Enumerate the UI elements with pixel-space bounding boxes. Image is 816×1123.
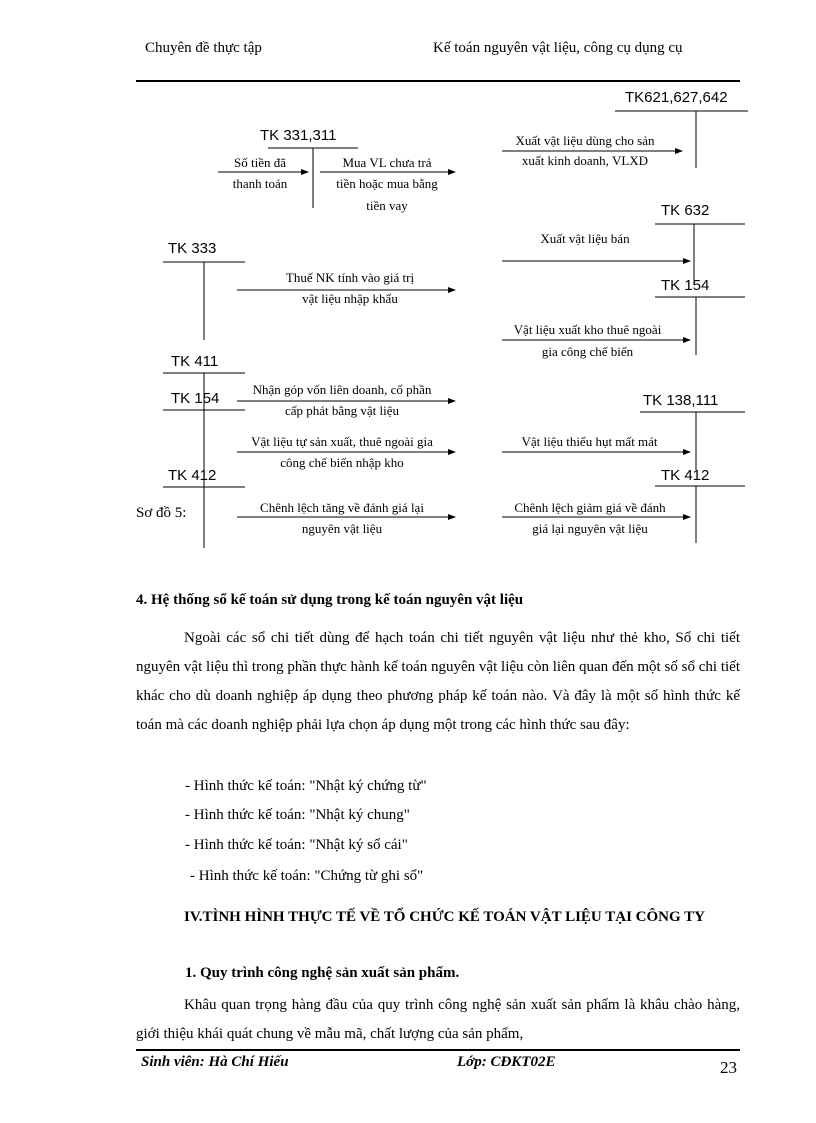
footer-student: Sinh viên: Hà Chí Hiếu bbox=[141, 1054, 289, 1070]
label-reval-down-2: giá lại nguyên vật liệu bbox=[532, 521, 648, 536]
account-tk412-left: TK 412 bbox=[168, 467, 217, 484]
list-item-4: - Hình thức kế toán: "Chứng từ ghi sổ" bbox=[190, 868, 424, 884]
account-tk632: TK 632 bbox=[661, 202, 710, 219]
label-import-tax-1: Thuế NK tính vào giá trị bbox=[285, 270, 415, 285]
account-tk138: TK 138,111 bbox=[643, 392, 719, 409]
account-tk621: TK621,627,642 bbox=[625, 89, 728, 106]
header-right: Kế toán nguyên vật liệu, công cụ dụng cụ bbox=[433, 40, 683, 56]
account-tk154-right: TK 154 bbox=[661, 277, 710, 294]
label-export-prod-2: xuất kinh doanh, VLXD bbox=[521, 153, 649, 168]
section-iv-paragraph: Khâu quan trọng hàng đầu của quy trình công nghệ sản xuất sản phẩm là khâu chào hàng, giới thiệu khái quát chung về mẫu mã, chất lượng của sản phẩm, bbox=[136, 997, 740, 1042]
section4-paragraph: Ngoài các sổ chi tiết dùng để hạch toán chi tiết nguyên vật liệu như thẻ kho, Sổ chi tiết nguyên vật liệu thì trong phần thực hành kế toán nguyên vật liệu còn liên quan đến một số sổ chi tiết khác cho dù doanh nghiệp áp dụng theo phương pháp kế toán nào. Và đây là một số hình thức kế toán mà các doanh nghiệp phải lựa chọn áp dụng một trong các hình thức sau đây: bbox=[136, 630, 740, 733]
label-self-made-1: Vật liệu tự sản xuất, thuê ngoài gia bbox=[251, 434, 433, 449]
diagram-caption: Sơ đồ 5: bbox=[136, 505, 187, 521]
section4-heading: 4. Hệ thống sổ kế toán sử dụng trong kế toán nguyên vật liệu bbox=[136, 592, 524, 608]
label-reval-down-1: Chênh lệch giảm giá về đánh bbox=[514, 500, 666, 515]
page-number: 23 bbox=[720, 1058, 737, 1077]
footer-rule bbox=[136, 1049, 740, 1051]
label-capital-1: Nhận góp vốn liên doanh, cổ phần bbox=[252, 382, 432, 397]
account-tk411: TK 411 bbox=[171, 353, 219, 370]
header-left: Chuyên đề thực tập bbox=[145, 40, 262, 56]
label-import-tax-2: vật liệu nhập khẩu bbox=[302, 291, 398, 306]
label-buy-2: tiền hoặc mua bằng bbox=[336, 176, 438, 191]
label-reval-up-1: Chênh lệch tăng về đánh giá lại bbox=[260, 500, 424, 515]
account-tk154-left: TK 154 bbox=[171, 390, 220, 407]
account-tk331: TK 331,311 bbox=[260, 127, 337, 144]
label-buy-3: tiền vay bbox=[366, 198, 408, 213]
section-iv-subheading: 1. Quy trình công nghệ sản xuất sản phẩm. bbox=[185, 965, 460, 981]
list-item-3: - Hình thức kế toán: "Nhật ký sổ cái" bbox=[185, 837, 408, 853]
footer-class: Lớp: CĐKT02E bbox=[457, 1054, 556, 1070]
list-item-2: - Hình thức kế toán: "Nhật ký chung" bbox=[185, 807, 410, 823]
account-tk412-right: TK 412 bbox=[661, 467, 710, 484]
label-export-sale: Xuất vật liệu bán bbox=[540, 231, 630, 246]
label-paid-1: Số tiền đã bbox=[234, 155, 286, 170]
label-export-prod-1: Xuất vật liệu dùng cho sản bbox=[515, 133, 655, 148]
label-buy-1: Mua VL chưa trả bbox=[342, 155, 432, 170]
label-outsource-out-1: Vật liệu xuất kho thuê ngoài bbox=[513, 322, 662, 337]
label-shortage: Vật liệu thiếu hụt mất mát bbox=[521, 434, 658, 449]
label-self-made-2: công chế biến nhập kho bbox=[280, 455, 404, 470]
label-paid-2: thanh toán bbox=[232, 176, 288, 191]
label-capital-2: cấp phát bằng vật liệu bbox=[284, 403, 400, 418]
label-reval-up-2: nguyên vật liệu bbox=[301, 521, 383, 536]
account-tk333: TK 333 bbox=[168, 240, 217, 257]
list-item-1: - Hình thức kế toán: "Nhật ký chứng từ" bbox=[185, 778, 427, 794]
label-outsource-out-2: gia công chế biến bbox=[541, 344, 634, 359]
section-iv-heading: IV.TÌNH HÌNH THỰC TẾ VỀ TỔ CHỨC KẾ TOÁN VẬT LIỆU TẠI CÔNG TY bbox=[184, 909, 705, 925]
